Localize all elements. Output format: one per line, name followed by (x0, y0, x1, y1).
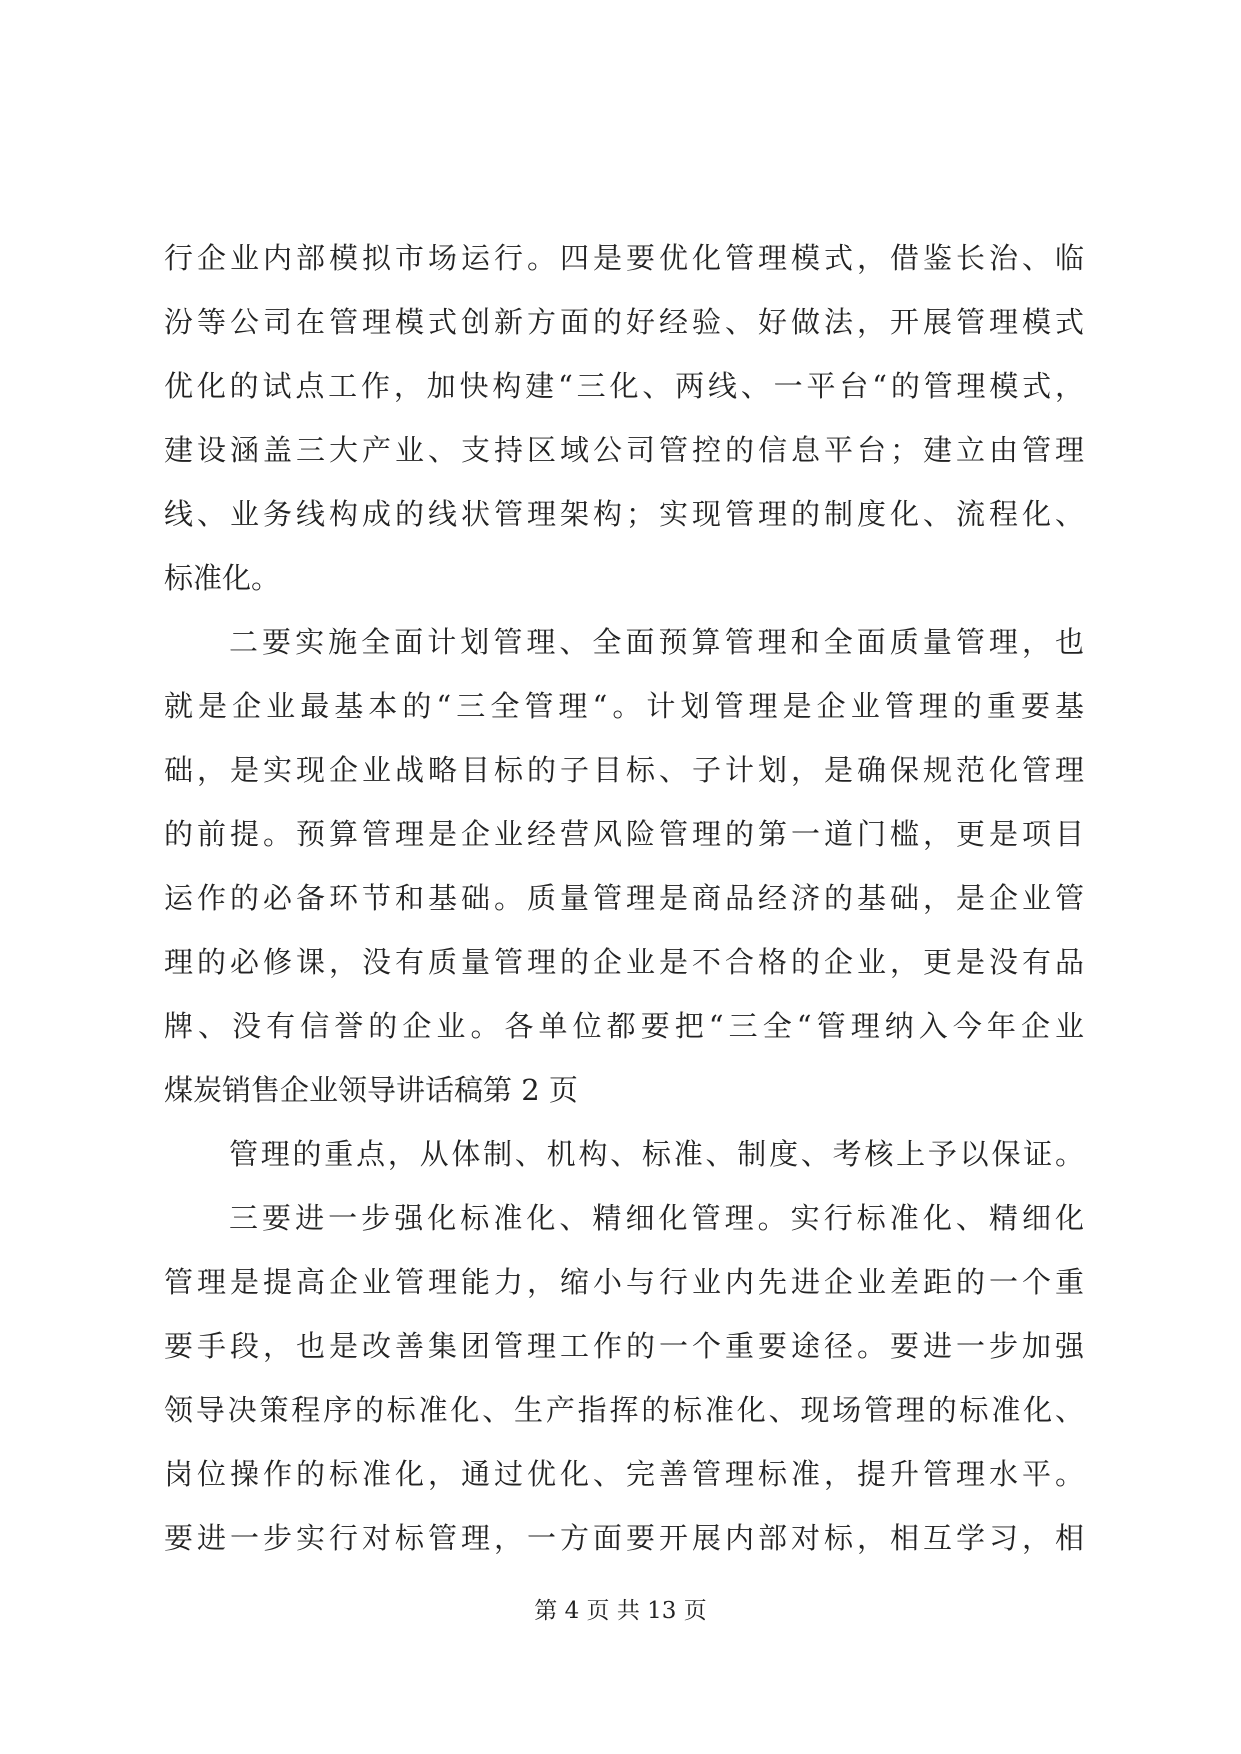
paragraph-first-line: 三要进一步强化标准化、精细化管理。实行标准化、精细化 (229, 1201, 1084, 1235)
text-line: 优化的试点工作，加快构建“三化、两线、一平台“的管理模式， (164, 369, 1084, 403)
text-line: 运作的必备环节和基础。质量管理是商品经济的基础，是企业管 (164, 881, 1084, 915)
text-line: 要手段，也是改善集团管理工作的一个重要途径。要进一步加强 (164, 1329, 1084, 1363)
text-line: 管理是提高企业管理能力，缩小与行业内先进企业差距的一个重 (164, 1265, 1084, 1299)
page-footer (0, 1596, 1241, 1626)
text-line: 要进一步实行对标管理，一方面要开展内部对标，相互学习，相 (164, 1521, 1084, 1555)
text-line: 理的必修课，没有质量管理的企业是不合格的企业，更是没有品 (164, 945, 1084, 979)
paragraph-first-line: 管理的重点，从体制、机构、标准、制度、考核上予以保证。 (229, 1137, 1084, 1171)
text-line: 岗位操作的标准化，通过优化、完善管理标准，提升管理水平。 (164, 1457, 1084, 1491)
text-line: 础，是实现企业战略目标的子目标、子计划，是确保规范化管理 (164, 753, 1084, 787)
text-line: 线、业务线构成的线状管理架构；实现管理的制度化、流程化、 (164, 497, 1084, 531)
text-line: 的前提。预算管理是企业经营风险管理的第一道门槛，更是项目 (164, 817, 1084, 851)
text-line: 汾等公司在管理模式创新方面的好经验、好做法，开展管理模式 (164, 305, 1084, 339)
text-line: 就是企业最基本的“三全管理“。计划管理是企业管理的重要基 (164, 689, 1084, 723)
text-line: 标准化。 (164, 561, 281, 595)
text-line: 建设涵盖三大产业、支持区域公司管控的信息平台；建立由管理 (164, 433, 1084, 467)
text-line: 牌、没有信誉的企业。各单位都要把“三全“管理纳入今年企业 (164, 1009, 1084, 1043)
body-text (164, 226, 1084, 1570)
text-line: 行企业内部模拟市场运行。四是要优化管理模式，借鉴长治、临 (164, 241, 1084, 275)
inline-page-title: 煤炭销售企业领导讲话稿第 2 页 (164, 1073, 578, 1107)
page-number: 第 4 页 共 13 页 (534, 1598, 707, 1624)
text-line: 领导决策程序的标准化、生产指挥的标准化、现场管理的标准化、 (164, 1393, 1084, 1427)
paragraph-first-line: 二要实施全面计划管理、全面预算管理和全面质量管理，也 (229, 625, 1084, 659)
